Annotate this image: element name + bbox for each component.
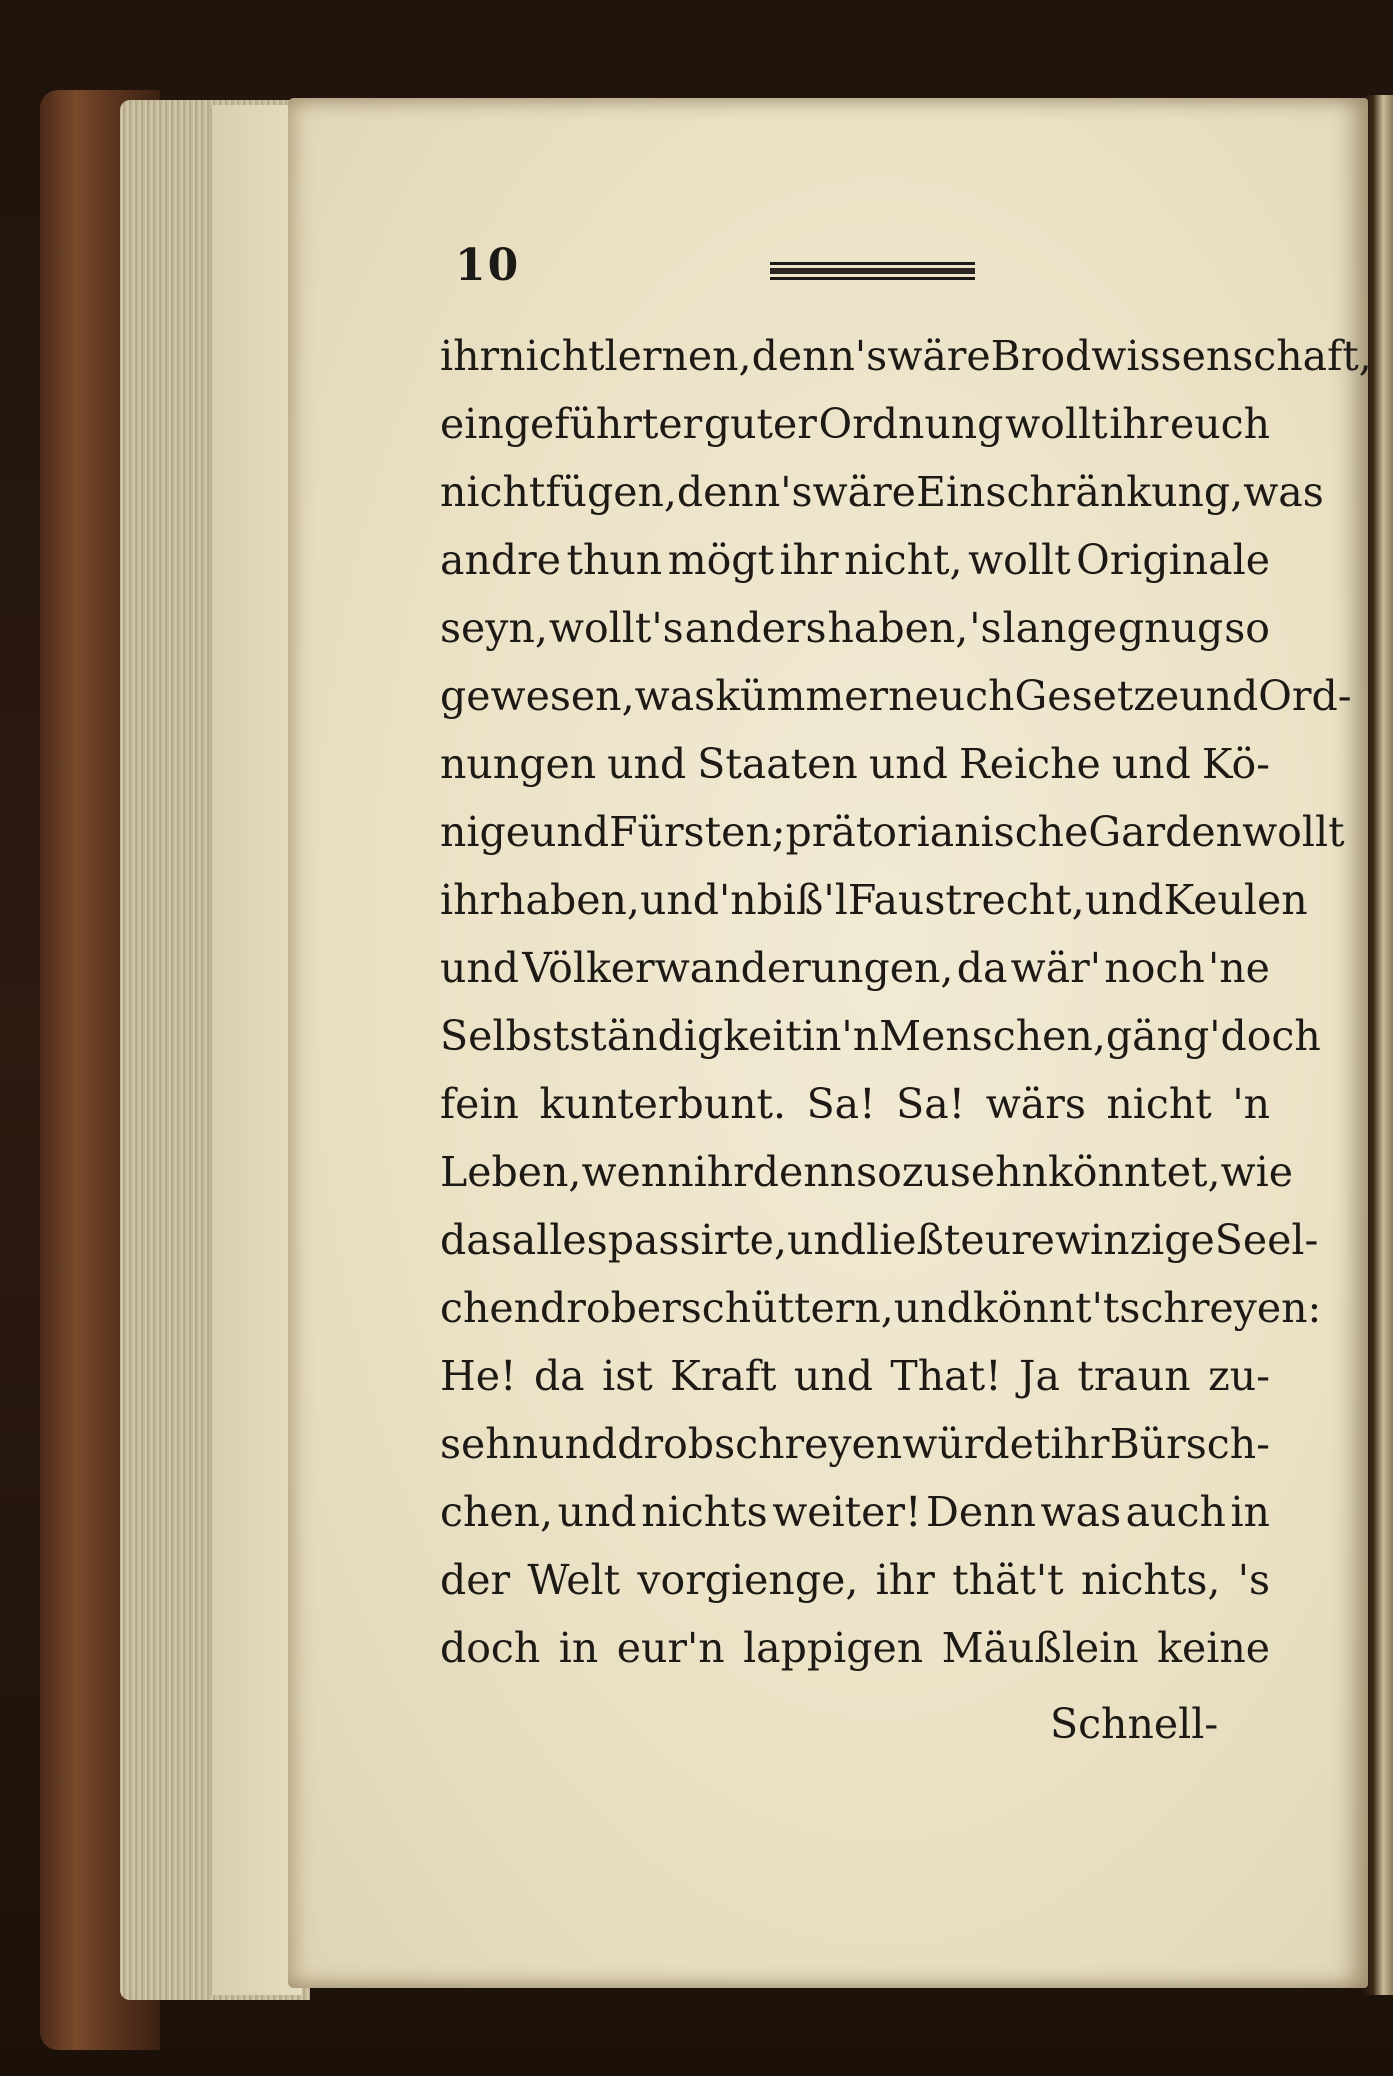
word: gewesen,: [440, 672, 635, 720]
word: Ordnung: [818, 400, 1004, 448]
word: was: [1243, 468, 1324, 516]
word: eure: [960, 1216, 1055, 1264]
running-head: [455, 240, 1015, 300]
word: nichts: [641, 1488, 768, 1536]
word: nungen: [440, 740, 597, 788]
word: doch: [440, 1624, 541, 1672]
word: und: [557, 1488, 637, 1536]
text-line: [440, 662, 1352, 730]
word: könnt't: [972, 1284, 1120, 1332]
word: nicht: [499, 332, 605, 380]
word: zusehn: [901, 1148, 1048, 1196]
word: haben,: [499, 876, 640, 924]
catchword: Schnell-: [1050, 1700, 1219, 1748]
word: 'ne: [1208, 944, 1270, 992]
text-line: [440, 1410, 1270, 1478]
word: chen: [440, 1284, 541, 1332]
text-line: [440, 1138, 1294, 1206]
word: in'n: [801, 1012, 880, 1060]
page-number: 10: [455, 240, 521, 291]
word: und: [1111, 740, 1191, 788]
word: und: [786, 1216, 867, 1264]
word: auch: [1125, 1488, 1226, 1536]
word: andre: [440, 536, 561, 584]
word: Welt: [527, 1556, 621, 1604]
word: passirte,: [607, 1216, 787, 1264]
word: wenn: [581, 1148, 694, 1196]
word: was: [634, 672, 716, 720]
word: das: [440, 1216, 512, 1264]
word: denn's: [676, 468, 813, 516]
word: kunterbunt.: [539, 1080, 787, 1128]
word: Menschen,: [879, 1012, 1106, 1060]
text-line: [440, 866, 1308, 934]
word: Staaten: [697, 740, 858, 788]
word: nige: [440, 808, 531, 856]
text-line: [440, 390, 1270, 458]
text-line: [440, 322, 1372, 390]
text-line: [440, 1546, 1270, 1614]
text-line: [440, 526, 1270, 594]
word: und: [1179, 672, 1259, 720]
word: würdet: [902, 1420, 1051, 1468]
text-line: [440, 1274, 1322, 1342]
word: drob: [617, 1420, 715, 1468]
word: Kraft: [670, 1352, 777, 1400]
word: seyn,: [440, 604, 548, 652]
word: nichts,: [1080, 1556, 1221, 1604]
word: nicht: [1106, 1080, 1212, 1128]
text-line: [440, 594, 1270, 662]
word: erschüttern,: [636, 1284, 894, 1332]
word: euch: [1169, 400, 1270, 448]
word: kümmern: [715, 672, 915, 720]
word: Mäußlein: [941, 1624, 1139, 1672]
word: Keulen: [1163, 876, 1308, 924]
word: mögt: [667, 536, 774, 584]
text-line: [440, 1070, 1270, 1138]
word: Denn: [926, 1488, 1036, 1536]
word: Selbstständigkeit: [440, 1012, 802, 1060]
word: Kö-: [1201, 740, 1270, 788]
text-line: [440, 458, 1324, 526]
word: ihr: [440, 332, 500, 380]
word: wär': [1010, 944, 1102, 992]
word: denn: [752, 1148, 857, 1196]
word: anders: [684, 604, 827, 652]
word: eingeführter: [440, 400, 703, 448]
word: in: [558, 1624, 599, 1672]
word: Gesetze: [1014, 672, 1180, 720]
word: wäre: [812, 468, 916, 516]
word: wärs: [985, 1080, 1086, 1128]
word: Sa!: [896, 1080, 966, 1128]
word: da: [533, 1352, 585, 1400]
word: fein: [440, 1080, 519, 1128]
word: Einschränkung,: [915, 468, 1244, 516]
word: ihr: [779, 536, 839, 584]
text-line: [440, 1478, 1270, 1546]
word: That!: [890, 1352, 1002, 1400]
word: 's: [969, 604, 1002, 652]
word: und: [440, 944, 520, 992]
text-line: [440, 798, 1345, 866]
word: eur'n: [616, 1624, 725, 1672]
word: zu-: [1208, 1352, 1270, 1400]
word: und: [538, 1420, 618, 1468]
word: und: [868, 740, 948, 788]
word: euch: [914, 672, 1015, 720]
text-line: [440, 1614, 1270, 1682]
word: ihr: [1050, 1420, 1110, 1468]
word: Fürsten;: [609, 808, 786, 856]
word: vorgienge,: [637, 1556, 859, 1604]
word: so: [1224, 604, 1270, 652]
text-line: [440, 1206, 1319, 1274]
word: thun: [566, 536, 663, 584]
word: und: [639, 876, 719, 924]
word: ihr: [1109, 400, 1169, 448]
word: prätorianische: [785, 808, 1089, 856]
word: da: [956, 944, 1008, 992]
word: Seel-: [1214, 1216, 1319, 1264]
word: chen,: [440, 1488, 554, 1536]
word: in: [1230, 1488, 1270, 1536]
word: wollt: [1242, 808, 1345, 856]
text-block: [440, 322, 1372, 1682]
word: winzige: [1054, 1216, 1215, 1264]
word: thät't: [952, 1556, 1064, 1604]
word: lappigen: [743, 1624, 924, 1672]
word: doch: [1220, 1012, 1321, 1060]
word: ihr: [440, 876, 500, 924]
word: 's: [1237, 1556, 1270, 1604]
word: He!: [440, 1352, 517, 1400]
word: nicht,: [844, 536, 963, 584]
word: gäng': [1105, 1012, 1221, 1060]
word: was: [1040, 1488, 1122, 1536]
word: guter: [703, 400, 817, 448]
word: 'n: [1232, 1080, 1270, 1128]
text-line: [440, 730, 1270, 798]
text-line: [440, 1002, 1321, 1070]
word: Garden: [1088, 808, 1243, 856]
word: wollt: [968, 536, 1071, 584]
word: ihr: [693, 1148, 753, 1196]
word: Faustrecht,: [847, 876, 1085, 924]
word: Sa!: [806, 1080, 876, 1128]
word: so: [856, 1148, 902, 1196]
word: noch: [1104, 944, 1205, 992]
word: gnug: [1117, 604, 1224, 652]
word: denn's: [751, 332, 888, 380]
word: lernen,: [604, 332, 752, 380]
word: Ord-: [1258, 672, 1352, 720]
word: keine: [1157, 1624, 1270, 1672]
word: traun: [1077, 1352, 1191, 1400]
word: und: [530, 808, 610, 856]
word: biß'l: [756, 876, 848, 924]
word: Leben,: [440, 1148, 582, 1196]
word: Bürsch-: [1109, 1420, 1270, 1468]
word: nicht: [440, 468, 546, 516]
word: drob: [540, 1284, 637, 1332]
text-line: [440, 934, 1270, 1002]
word: könntet,: [1047, 1148, 1221, 1196]
word: 'n: [719, 876, 757, 924]
word: schreyen: [714, 1420, 903, 1468]
word: Originale: [1076, 536, 1270, 584]
word: wollt: [1005, 400, 1108, 448]
word: und: [1084, 876, 1164, 924]
word: Ja: [1019, 1352, 1060, 1400]
word: ließt: [866, 1216, 961, 1264]
word: ihr: [875, 1556, 935, 1604]
word: und: [793, 1352, 873, 1400]
word: schreyen:: [1119, 1284, 1322, 1332]
word: und: [607, 740, 687, 788]
word: wollt's: [548, 604, 684, 652]
word: wie: [1220, 1148, 1294, 1196]
word: haben,: [827, 604, 969, 652]
word: lange: [1002, 604, 1117, 652]
word: sehn: [440, 1420, 539, 1468]
word: alles: [511, 1216, 608, 1264]
text-line: [440, 1342, 1270, 1410]
word: ist: [602, 1352, 653, 1400]
word: und: [893, 1284, 973, 1332]
word: Völkerwanderungen,: [522, 944, 954, 992]
word: Reiche: [958, 740, 1101, 788]
word: weiter!: [772, 1488, 922, 1536]
word: Brodwissenschaft,: [990, 332, 1372, 380]
word: der: [440, 1556, 511, 1604]
head-rule-ornament: [770, 262, 975, 280]
word: fügen,: [545, 468, 677, 516]
word: wäre: [887, 332, 991, 380]
